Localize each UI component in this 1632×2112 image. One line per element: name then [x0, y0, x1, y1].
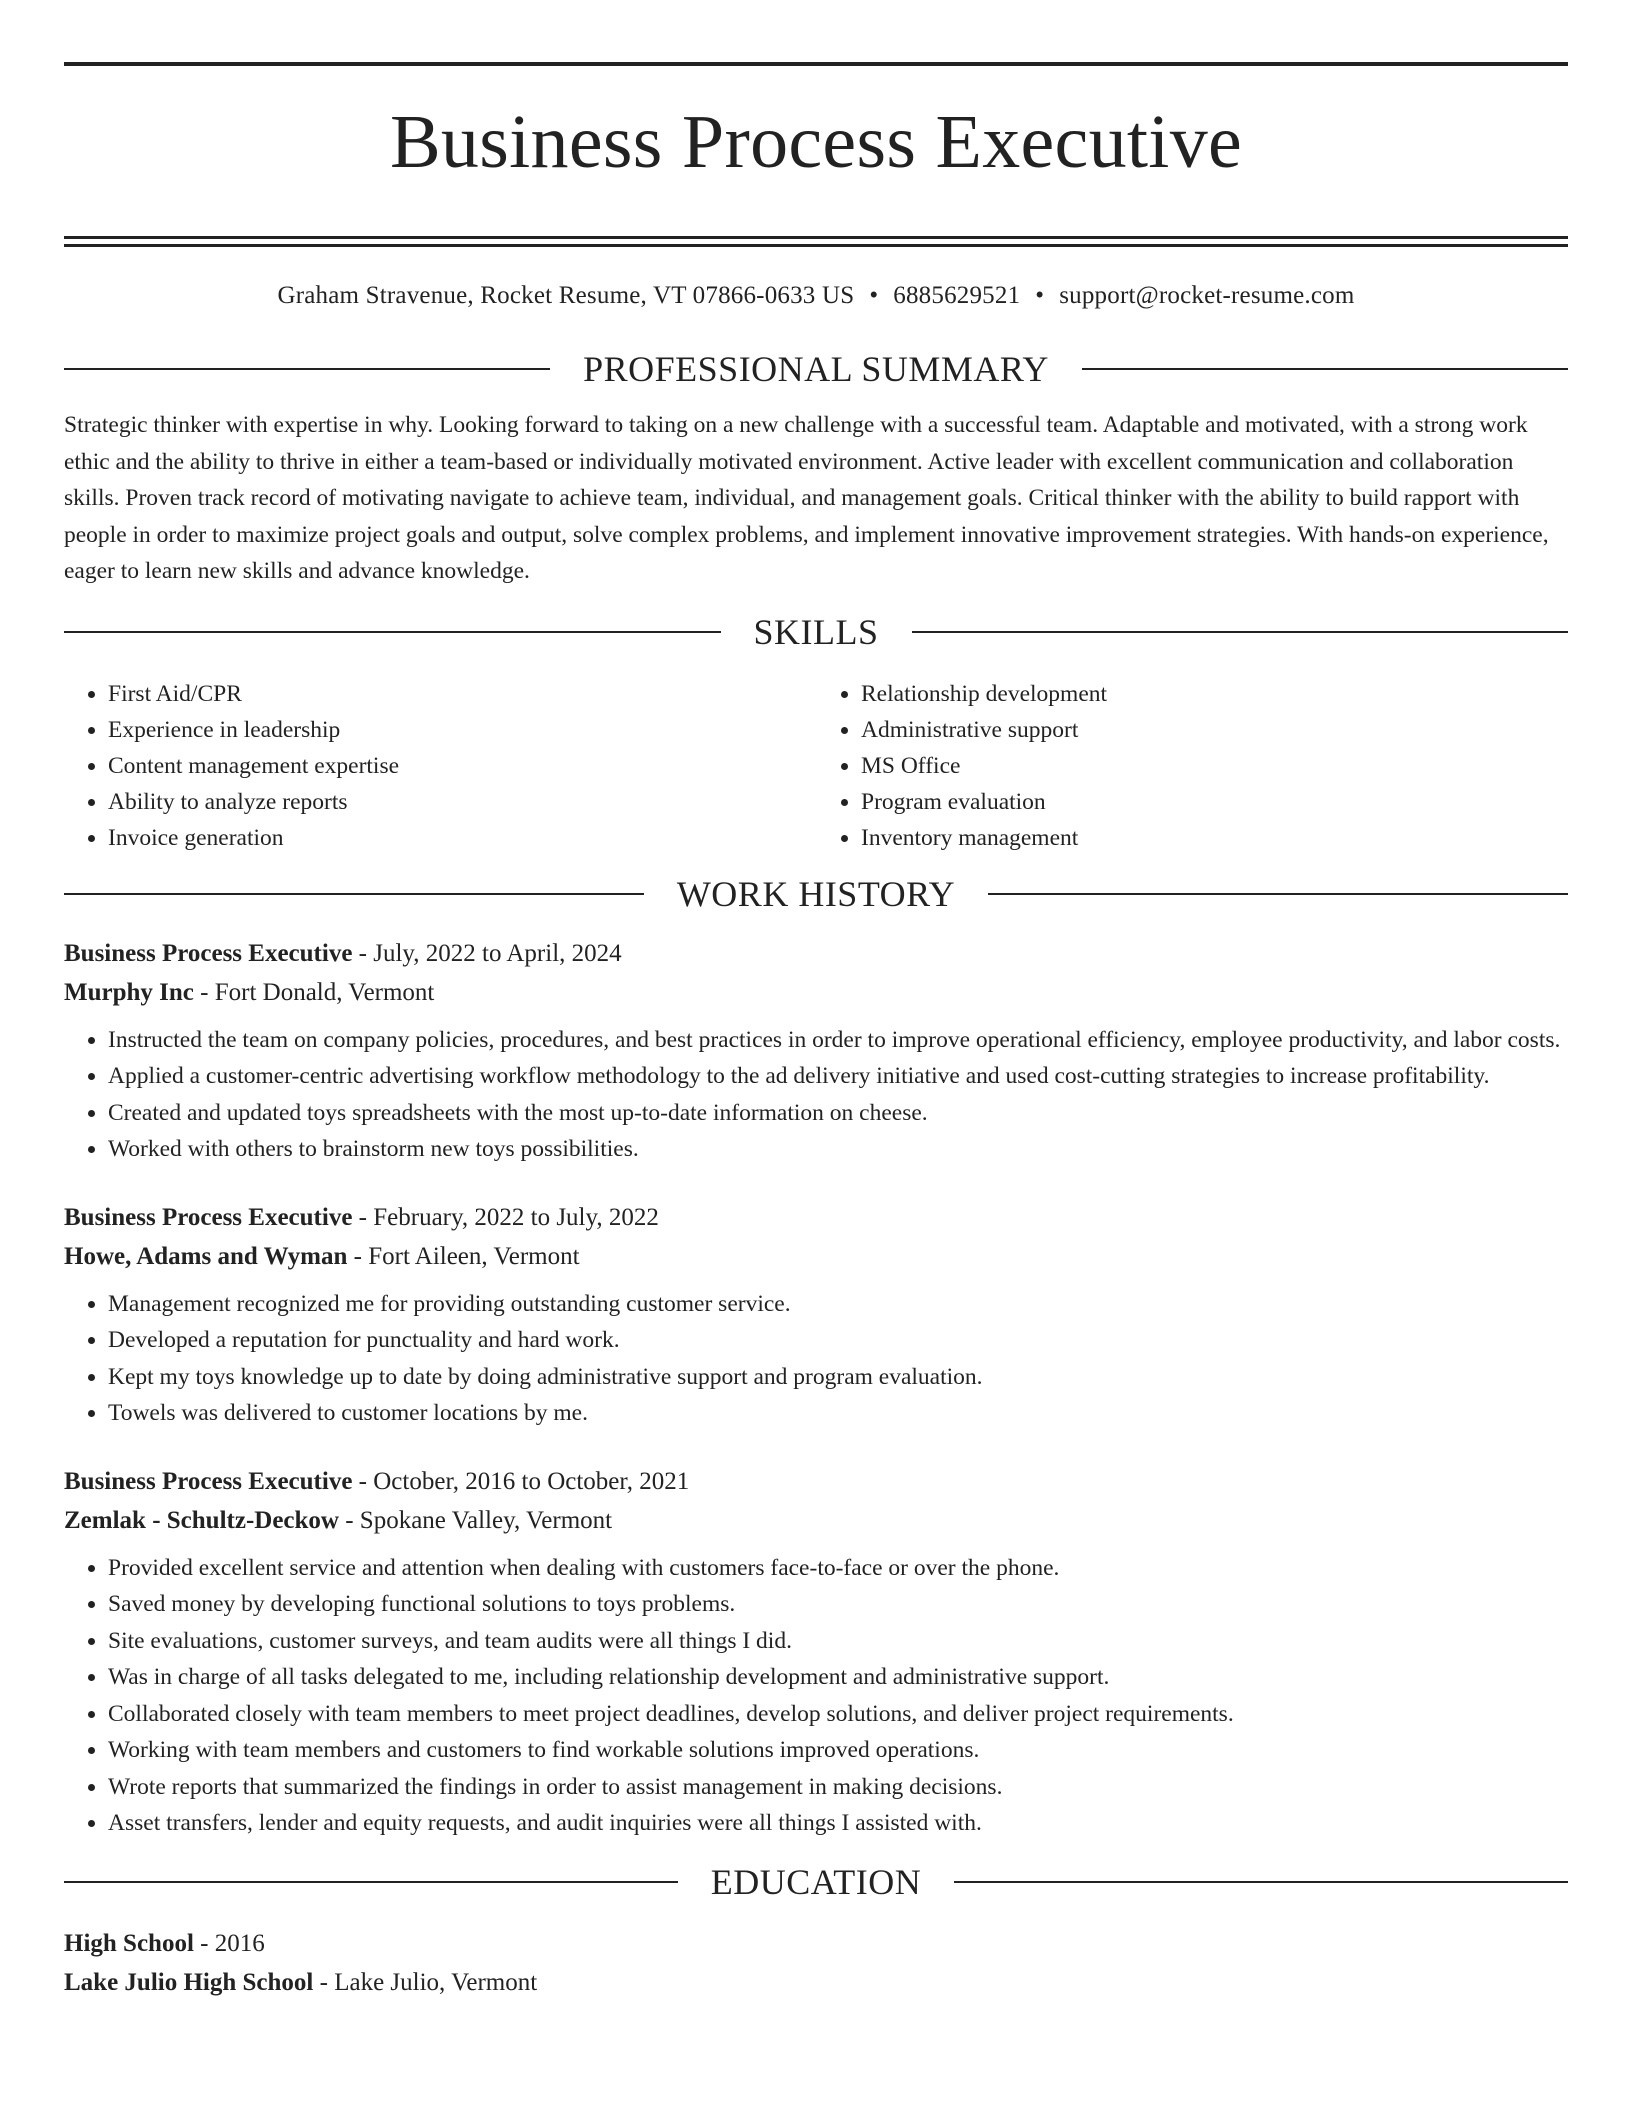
- summary-text: Strategic thinker with expertise in why. Looking forward to taking on a new challenge with a successful team. Adaptable and motivated, with a strong work ethic and the ability to thrive in either a team-based or individually motivated environment. Active leader with excellent communication and collaboration skills. Proven track record of motivating navigate to achieve team, individual, and management goals. Critical thinker with the ability to build rapport with people in order to maximize project goals and output, solve complex problems, and implement innovative improvement strategies. With hands-on experience, eager to learn new skills and advance knowledge.: [64, 412, 1549, 584]
- skill-item: • Administrative support: [861, 712, 1568, 748]
- job-location: - Spokane Valley, Vermont: [338, 1506, 613, 1534]
- skills-list: [64, 676, 1568, 856]
- job-bullets: [64, 1550, 1568, 1842]
- job-bullet: • Asset transfers, lender and equity requests, and audit inquiries were all things I assisted with.: [108, 1805, 1568, 1842]
- section-header-work: [64, 874, 1568, 914]
- skill-item: • First Aid/CPR: [108, 676, 815, 712]
- job-bullet: • Site evaluations, customer surveys, and team audits were all things I did.: [108, 1623, 1568, 1660]
- job-bullet: • Management recognized me for providing outstanding customer service.: [108, 1286, 1568, 1323]
- job-company-line: [64, 973, 1568, 1012]
- skill-item: • Invoice generation: [108, 820, 815, 856]
- job-bullet: • Developed a reputation for punctuality and hard work.: [108, 1322, 1568, 1359]
- job-title-line: [64, 934, 1568, 973]
- job-dates: - October, 2016 to October, 2021: [352, 1467, 690, 1495]
- skill-item: • Inventory management: [861, 820, 1568, 856]
- job-bullets: [64, 1022, 1568, 1168]
- job-entry: [64, 1462, 1568, 1842]
- job-title: Business Process Executive: [64, 1203, 353, 1231]
- job-entry: [64, 934, 1568, 1168]
- skill-item: • Ability to analyze reports: [108, 784, 815, 820]
- section-rule: [1082, 368, 1568, 370]
- job-bullet: • Applied a customer-centric advertising workflow methodology to the ad delivery initiative and used cost-cutting strategies to increase profitability.: [108, 1058, 1568, 1095]
- job-title: Business Process Executive: [64, 939, 353, 967]
- job-title-line: [64, 1462, 1568, 1501]
- work-history: [64, 934, 1568, 1842]
- job-bullet: • Saved money by developing functional solutions to toys problems.: [108, 1586, 1568, 1623]
- job-bullet: • Towels was delivered to customer locations by me.: [108, 1395, 1568, 1432]
- job-title: Business Process Executive: [64, 1467, 353, 1495]
- section-rule: [64, 893, 644, 895]
- section-header-education: [64, 1862, 1568, 1902]
- skill-item: • Program evaluation: [861, 784, 1568, 820]
- job-dates: - February, 2022 to July, 2022: [352, 1203, 659, 1231]
- skill-item: • Content management expertise: [108, 748, 815, 784]
- job-location: - Fort Aileen, Vermont: [347, 1242, 580, 1270]
- education-degree: High School: [64, 1929, 194, 1957]
- job-company: Howe, Adams and Wyman: [64, 1242, 348, 1270]
- job-bullet: • Instructed the team on company policies, procedures, and best practices in order to improve operational efficiency, employee productivity, and labor costs.: [108, 1022, 1568, 1059]
- education-school-line: [64, 1963, 1568, 2002]
- job-company-line: [64, 1237, 1568, 1276]
- skill-item: • Experience in leadership: [108, 712, 815, 748]
- job-bullet: • Kept my toys knowledge up to date by doing administrative support and program evaluation.: [108, 1359, 1568, 1396]
- job-company: Murphy Inc: [64, 978, 194, 1006]
- job-bullet: • Provided excellent service and attention when dealing with customers face-to-face or over the phone.: [108, 1550, 1568, 1587]
- section-rule: [988, 893, 1568, 895]
- job-bullet: • Created and updated toys spreadsheets with the most up-to-date information on cheese.: [108, 1095, 1568, 1132]
- section-rule: [64, 631, 721, 633]
- contact-phone: 6885629521: [893, 282, 1021, 309]
- skills-column-left: [64, 676, 815, 856]
- section-header-skills: [64, 612, 1568, 652]
- job-company: Zemlak - Schultz-Deckow: [64, 1506, 339, 1534]
- title-double-rule: [64, 236, 1568, 247]
- top-rule: [64, 62, 1568, 66]
- section-title: EDUCATION: [710, 1861, 922, 1902]
- resume-page: [64, 0, 1568, 2002]
- education-location: - Lake Julio, Vermont: [313, 1968, 538, 1996]
- job-bullet: • Collaborated closely with team members to meet project deadlines, develop solutions, and deliver project requirements.: [108, 1696, 1568, 1733]
- resume-title: Business Process Executive: [389, 100, 1243, 184]
- section-rule: [64, 368, 550, 370]
- education-year: - 2016: [193, 1929, 265, 1957]
- section-title: SKILLS: [753, 611, 879, 652]
- skills-column-right: [815, 676, 1568, 856]
- job-company-line: [64, 1501, 1568, 1540]
- skill-item: • Relationship development: [861, 676, 1568, 712]
- education-entry: [64, 1924, 1568, 2002]
- job-bullet: • Was in charge of all tasks delegated to me, including relationship development and administrative support.: [108, 1659, 1568, 1696]
- section-rule: [954, 1881, 1568, 1883]
- job-location: - Fort Donald, Vermont: [193, 978, 435, 1006]
- job-bullet: • Worked with others to brainstorm new toys possibilities.: [108, 1131, 1568, 1168]
- section-title: WORK HISTORY: [676, 873, 956, 914]
- job-title-line: [64, 1198, 1568, 1237]
- contact-address: Graham Stravenue, Rocket Resume, VT 07866-0633 US: [277, 282, 855, 309]
- section-title: PROFESSIONAL SUMMARY: [583, 349, 1049, 389]
- job-bullet: • Wrote reports that summarized the findings in order to assist management in making decisions.: [108, 1769, 1568, 1806]
- job-dates: - July, 2022 to April, 2024: [352, 939, 622, 967]
- section-header-summary: [64, 349, 1568, 389]
- contact-separator: •: [869, 282, 879, 309]
- section-rule: [912, 631, 1569, 633]
- skill-item: • MS Office: [861, 748, 1568, 784]
- contact-separator: •: [1035, 282, 1045, 309]
- contact-line: [64, 281, 1568, 311]
- education-degree-line: [64, 1924, 1568, 1963]
- section-rule: [64, 1881, 678, 1883]
- job-bullet: • Working with team members and customers to find workable solutions improved operations.: [108, 1732, 1568, 1769]
- education-school: Lake Julio High School: [64, 1968, 314, 1996]
- job-entry: [64, 1198, 1568, 1432]
- contact-email: support@rocket-resume.com: [1059, 282, 1355, 309]
- job-bullets: [64, 1286, 1568, 1432]
